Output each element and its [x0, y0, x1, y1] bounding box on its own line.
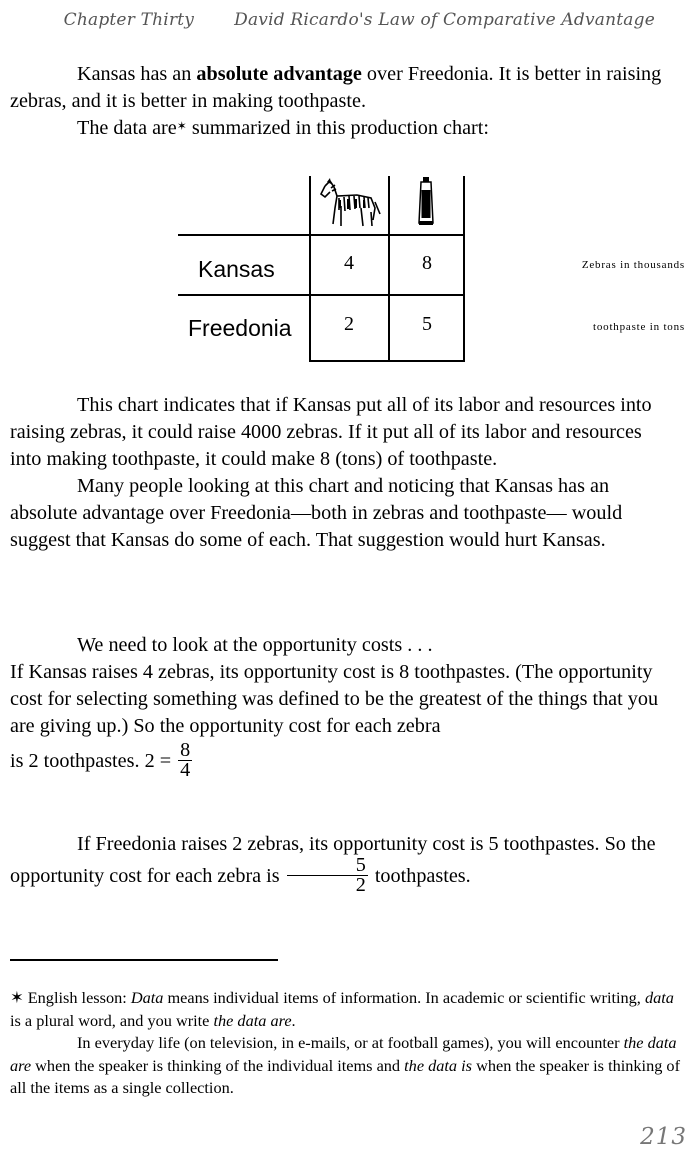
production-chart: [178, 176, 466, 362]
toothpaste-icon: [416, 177, 436, 227]
footnote-paragraph-1: ✶ English lesson: Data means individual items of information. In academic or scientific writing, data is a plural word, and you write the data are.: [10, 988, 674, 1030]
freedonia-toothpaste-value: 5: [422, 313, 432, 335]
country-kansas: Kansas: [198, 256, 275, 282]
freedonia-section: [10, 831, 676, 897]
freedonia-opportunity-cost: If Freedonia raises 2 zebras, its opportunity cost is 5 toothpastes. So the opportunity cost for each zebra is $\frac{5}{2}$ toothpastes.: [10, 833, 656, 896]
opportunity-cost-section: [10, 632, 676, 782]
footnote-star: ✶: [10, 988, 24, 1007]
running-header: [64, 10, 655, 30]
note-toothpaste-units: toothpaste in tons: [592, 321, 685, 333]
chapter-label: Chapter Thirty: [63, 10, 195, 30]
footnote: [10, 987, 680, 1100]
freedonia-zebras-value: 2: [344, 313, 354, 335]
footnote-rule: [10, 959, 278, 961]
explanation-section: [10, 392, 676, 554]
page-number: 213: [640, 1124, 687, 1150]
intro-paragraph-2: The data are✶ summarized in this production chart:: [77, 117, 489, 139]
chapter-title: David Ricardo's Law of Comparative Advantage: [234, 10, 655, 30]
paragraph-absolute-advantage: Many people looking at this chart and noticing that Kansas has an absolute advantage over Freedonia—both in zebras and toothpaste— would suggest that Kansas do some of each. That suggestion would hurt Kansas.: [10, 475, 623, 551]
kansas-toothpaste-value: 8: [422, 252, 432, 274]
fraction-5-over-2: $\frac{5}{2}$: [287, 856, 368, 895]
footnote-marker: ✶: [176, 119, 187, 133]
country-freedonia: Freedonia: [188, 315, 292, 341]
zebra-icon: [317, 178, 383, 230]
fraction-8-over-4: $\frac{8}{4}$: [180, 739, 191, 781]
kansas-zebras-value: 4: [344, 252, 354, 274]
footnote-paragraph-2: In everyday life (on television, in e-mails, or at football games), you will encounter the data are when the speaker is thinking of the individual items and the data is when the speaker is thinking of all the items as a single collection.: [10, 1033, 680, 1097]
opportunity-cost-intro: We need to look at the opportunity costs . . .: [77, 634, 433, 656]
intro-paragraph-1: Kansas has an absolute advantage over Freedonia. It is better in raising zebras, and it is better in making toothpaste.: [10, 63, 662, 112]
note-zebras-units: Zebras in thousands: [581, 259, 685, 271]
kansas-cost-per-zebra: is 2 toothpastes. 2 = $\frac{8}{4}$: [10, 739, 191, 781]
paragraph-chart-meaning: This chart indicates that if Kansas put all of its labor and resources into raising zebras, it could raise 4000 zebras. If it put all of its labor and resources into making toothpaste, it could make 8 (tons) of toothpaste.: [10, 394, 652, 470]
absolute-advantage-term: absolute advantage: [196, 63, 362, 85]
kansas-opportunity-cost: If Kansas raises 4 zebras, its opportunity cost is 8 toothpastes. (The opportunity cost for selecting something was defined to be the greatest of the things that you are giving up.) So the opportunity cost for each zebra: [10, 661, 659, 737]
intro-section: [10, 61, 676, 142]
